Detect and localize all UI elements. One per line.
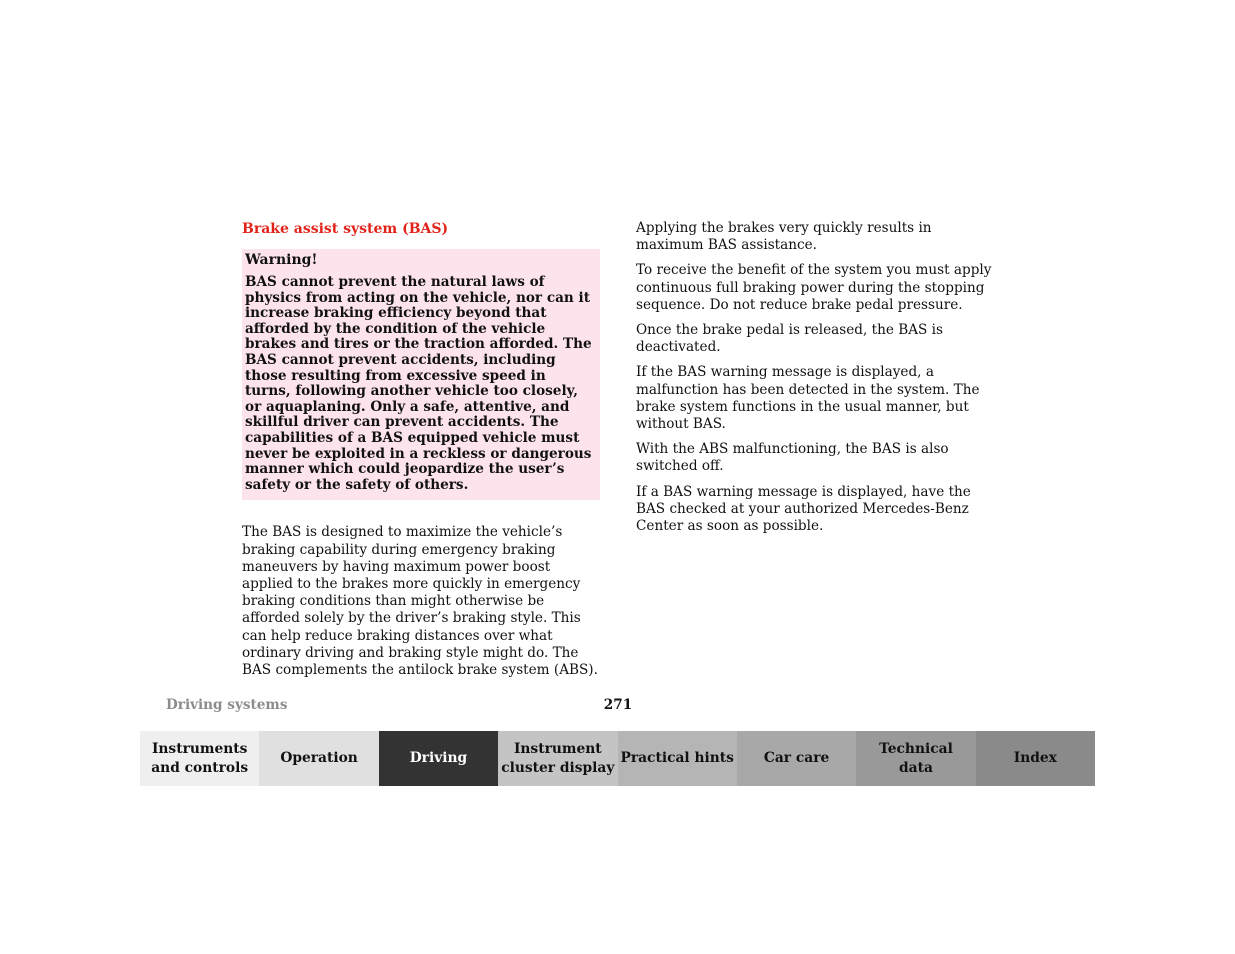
footer-section-label: Driving systems: [166, 697, 288, 713]
warning-title: Warning!: [245, 252, 318, 268]
tab-technical-data[interactable]: Technical data: [856, 731, 975, 786]
paragraph-full-braking: To receive the benefit of the system you must apply continuous full braking power during the stopping sequence. Do not reduce brake pedal pressure.: [636, 262, 992, 313]
warning-box: [242, 249, 600, 500]
paragraph-abs-malfunction: With the ABS malfunctioning, the BAS is also switched off.: [636, 441, 949, 475]
tab-index[interactable]: Index: [976, 731, 1095, 786]
tab-car-care[interactable]: Car care: [737, 731, 856, 786]
left-column: [242, 220, 600, 679]
tab-operation[interactable]: Operation: [259, 731, 378, 786]
tab-practical-hints[interactable]: Practical hints: [618, 731, 737, 786]
paragraph-warning-message: If the BAS warning message is displayed, a malfunction has been detected in the system. The brake system functions in the usual manner, but without BAS.: [636, 364, 980, 433]
section-title: Brake assist system (BAS): [242, 221, 449, 237]
page-number: 271: [603, 697, 633, 713]
right-column: [636, 220, 998, 543]
tab-instrument-cluster-display[interactable]: Instrument cluster display: [498, 731, 617, 786]
warning-text: BAS cannot prevent the natural laws of physics from acting on the vehicle, nor can it increase braking efficiency beyond that afforded by the condition of the vehicle brakes and tires or the traction afforded. The BAS cannot prevent accidents, including those resulting from excessive speed in turns, following another vehicle too closely, or aquaplaning. Only a safe, attentive, and skillful driver can prevent accidents. The capabilities of a BAS equipped vehicle must never be exploited in a reckless or dangerous manner which could jeopardize the user’s safety or the safety of others.: [245, 274, 592, 493]
paragraph-max-assistance: Applying the brakes very quickly results in maximum BAS assistance.: [636, 220, 932, 254]
paragraph-deactivation: Once the brake pedal is released, the BAS is deactivated.: [636, 322, 943, 356]
paragraph-service: If a BAS warning message is displayed, have the BAS checked at your authorized Mercedes-Benz Center as soon as possible.: [636, 483, 971, 535]
tab-driving[interactable]: Driving: [379, 731, 498, 786]
chapter-nav-bar: [140, 731, 1095, 786]
tab-instruments-and-controls[interactable]: Instruments and controls: [140, 731, 259, 786]
bas-description: The BAS is designed to maximize the vehicle’s braking capability during emergency braking maneuvers by having maximum power boost applied to the brakes more quickly in emergency braking conditions than might otherwise be afforded solely by the driver’s braking style. This can help reduce braking distances over what ordinary driving and braking style might do. The BAS complements the antilock brake system (ABS).: [242, 524, 598, 678]
